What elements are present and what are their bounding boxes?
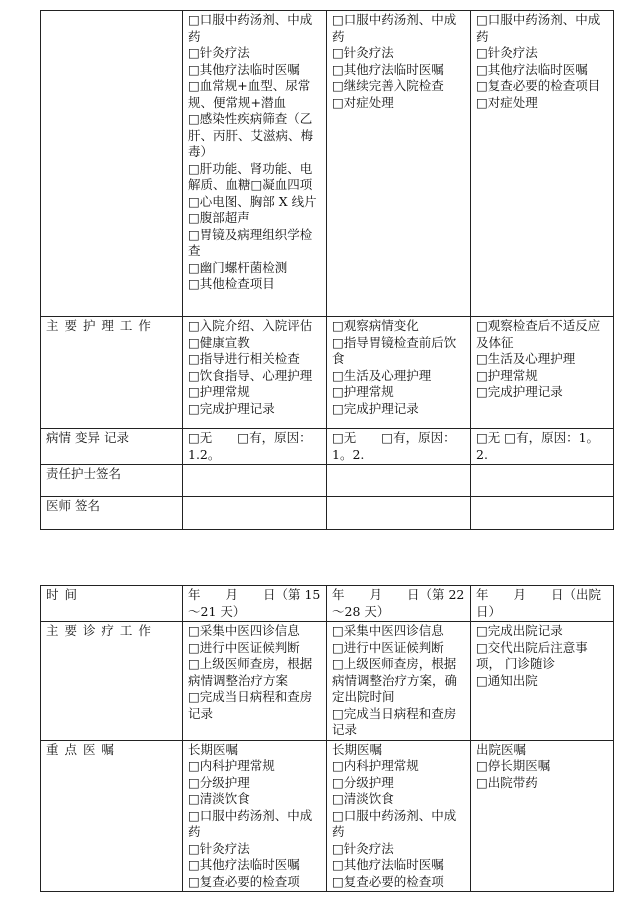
checklist-item: □心电图、胸部 X 线片 [188, 193, 317, 209]
row-label-treatment: 主 要 诊 疗 工 作 [41, 622, 183, 741]
checklist-item: □感染性疾病筛查（乙肝、丙肝、艾滋病、梅毒） [188, 111, 314, 159]
time-cell-discharge: 年 月 日（出院日） [471, 586, 614, 622]
nursing-cell-day2 [327, 317, 471, 429]
checklist-item: □通知出院 [476, 672, 538, 688]
table-row-nursing [41, 317, 614, 429]
checklist-item: □针灸疗法 [188, 45, 250, 60]
checklist-item: □针灸疗法 [332, 45, 394, 60]
checklist-item: □完成当日病程和查房记录 [188, 689, 313, 721]
checklist-item: □继续完善入院检查 [332, 78, 444, 93]
checklist-item: □其他疗法临时医嘱 [332, 857, 444, 872]
treatment-cell-discharge [471, 622, 614, 741]
doctor-signature-day2 [327, 497, 471, 530]
checklist-item: □停长期医嘱 [476, 758, 551, 773]
table-row-orders-continued [41, 11, 614, 317]
checklist-item: □对症处理 [476, 94, 538, 110]
checklist-item: □上级医师查房，根据病情调整治疗方案，确定出院时间 [332, 656, 458, 704]
checklist-item: □肝功能、肾功能、电解质、血糖□凝血四项 [188, 160, 313, 192]
checklist-item: □其他疗法临时医嘱 [476, 61, 588, 77]
doctor-signature-day1 [183, 497, 327, 530]
checklist-item: 出院医嘱 [476, 741, 527, 757]
row-label-nurse-signature: 责任护士签名 [41, 465, 183, 497]
checklist-item: □血常规+血型、尿常规、便常规+潜血 [188, 78, 311, 110]
checklist-item: □交代出院后注意事项， 门诊随诊 [476, 639, 588, 671]
table-row-doctor-signature [41, 497, 614, 530]
table-row-variation [41, 429, 614, 465]
checklist-item: □进行中医证候判断 [188, 639, 300, 655]
checklist-item: □复查必要的检查项 [188, 873, 300, 889]
checklist-item: □生活及心理护理 [476, 351, 576, 366]
checklist-item: □完成当日病程和查房记录 [332, 705, 457, 737]
checklist-item: □生活及心理护理 [332, 367, 432, 383]
nurse-signature-day3 [471, 465, 614, 497]
checklist-item: □采集中医四诊信息 [188, 623, 300, 638]
key-orders-cell-week4 [327, 740, 471, 892]
checklist-item: 长期医嘱 [332, 741, 383, 757]
orders-cell-day2 [327, 11, 471, 317]
checklist-item: □胃镜及病理组织学检查 [188, 226, 313, 258]
nursing-cell-day3 [471, 317, 614, 429]
checklist-item: □内科护理常规 [188, 758, 275, 773]
checklist-item: □采集中医四诊信息 [332, 623, 444, 638]
checklist-item: □腹部超声 [188, 210, 250, 225]
checklist-item: □口服中药汤剂、中成药 [188, 807, 313, 839]
checklist-item: 长期医嘱 [188, 741, 239, 757]
table-row-nurse-signature [41, 465, 614, 497]
nurse-signature-day1 [183, 465, 327, 497]
row-label-variation: 病情 变异 记录 [41, 429, 183, 465]
checklist-item: □完成护理记录 [476, 384, 563, 399]
checklist-item: □饮食指导、心理护理 [188, 367, 313, 383]
nurse-signature-day2 [327, 465, 471, 497]
row-label-nursing: 主 要 护 理 工 作 [41, 317, 183, 429]
row-label-empty [41, 11, 183, 317]
checklist-item: □护理常规 [188, 384, 250, 399]
checklist-item: □上级医师查房，根据病情调整治疗方案 [188, 656, 313, 688]
checklist-item: □护理常规 [332, 384, 394, 399]
checklist-item: □口服中药汤剂、中成药 [332, 807, 457, 839]
variation-cell-day3: □无 □有，原因：1。2. [471, 429, 614, 465]
checklist-item: □其他疗法临时医嘱 [188, 61, 300, 77]
table-row-treatment [41, 622, 614, 741]
time-cell-week4: 年 月 日（第 22～28 天） [327, 586, 471, 622]
checklist-item: □口服中药汤剂、中成药 [332, 12, 457, 44]
checklist-item: □清淡饮食 [332, 791, 394, 806]
pathway-table-part1 [40, 10, 614, 530]
checklist-item: □护理常规 [476, 367, 538, 383]
orders-cell-day1 [183, 11, 327, 317]
checklist-item: □针灸疗法 [332, 840, 394, 856]
checklist-item: □完成护理记录 [332, 400, 419, 416]
checklist-item: □完成出院记录 [476, 623, 563, 638]
row-label-doctor-signature: 医师 签名 [41, 497, 183, 530]
checklist-item: □观察病情变化 [332, 318, 419, 333]
nursing-cell-day1 [183, 317, 327, 429]
checklist-item: □完成护理记录 [188, 400, 275, 416]
table-row-key-orders [41, 740, 614, 892]
checklist-item: □内科护理常规 [332, 758, 419, 773]
row-label-time: 时 间 [41, 586, 183, 622]
treatment-cell-week3 [183, 622, 327, 741]
pathway-table-part2 [40, 585, 614, 892]
variation-cell-day1: □无 □有，原因：1.2。 [183, 429, 327, 465]
time-cell-week3: 年 月 日（第 15～21 天） [183, 586, 327, 622]
treatment-cell-week4 [327, 622, 471, 741]
checklist-item: □其他疗法临时医嘱 [188, 857, 300, 872]
key-orders-cell-discharge [471, 740, 614, 892]
checklist-item: □复查必要的检查项目 [476, 78, 601, 93]
checklist-item: □幽门螺杆菌检测 [188, 259, 288, 275]
checklist-item: □对症处理 [332, 94, 394, 110]
checklist-item: □口服中药汤剂、中成药 [476, 12, 601, 44]
checklist-item: □入院介绍、入院评估□健康宣教 [188, 318, 313, 350]
orders-cell-day3 [471, 11, 614, 317]
checklist-item: □分级护理 [332, 774, 394, 790]
checklist-item: □口服中药汤剂、中成药 [188, 12, 313, 44]
checklist-item: □其他疗法临时医嘱 [332, 61, 444, 77]
checklist-item: □指导进行相关检查 [188, 351, 300, 366]
checklist-item: □观察检查后不适反应及体征 [476, 318, 601, 350]
checklist-item: □分级护理 [188, 774, 250, 790]
checklist-item: □出院带药 [476, 774, 538, 790]
doctor-signature-day3 [471, 497, 614, 530]
variation-cell-day2: □无 □有，原因：1。2. [327, 429, 471, 465]
key-orders-cell-week3 [183, 740, 327, 892]
checklist-item: □针灸疗法 [476, 45, 538, 60]
checklist-item: □针灸疗法 [188, 840, 250, 856]
checklist-item: □清淡饮食 [188, 791, 250, 806]
checklist-item: □进行中医证候判断 [332, 639, 444, 655]
checklist-item: □其他检查项目 [188, 276, 275, 291]
table-row-time [41, 586, 614, 622]
checklist-item: □指导胃镜检查前后饮食 [332, 334, 457, 366]
checklist-item: □复查必要的检查项 [332, 873, 444, 889]
row-label-key-orders: 重 点 医 嘱 [41, 740, 183, 892]
